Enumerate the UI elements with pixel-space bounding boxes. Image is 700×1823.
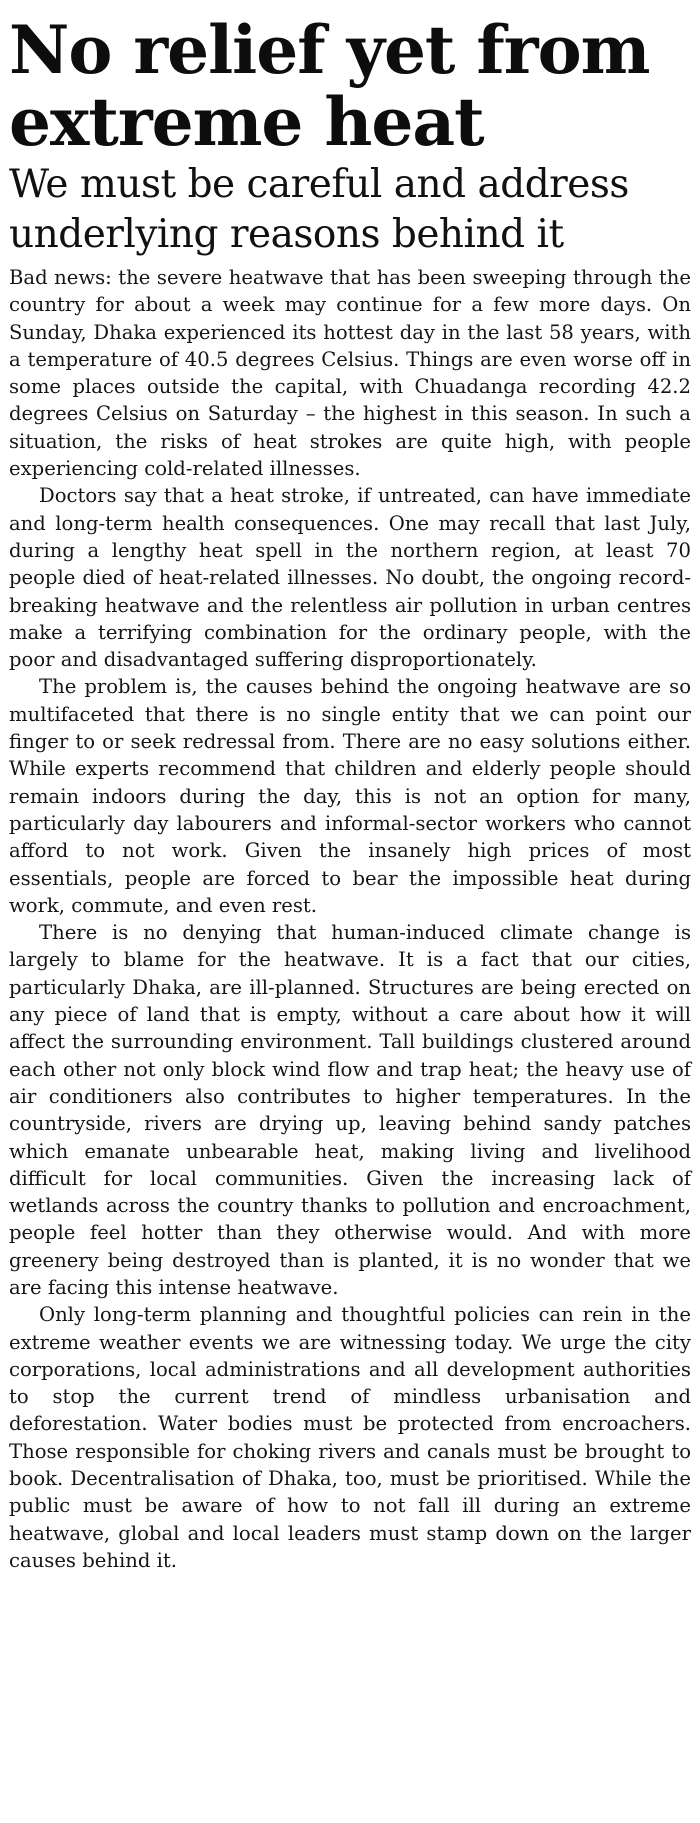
body-paragraph-2: Doctors say that a heat stroke, if untreated, can have immediate and long-term health consequences. One may recall that last July, during a lengthy heat spell in the northern region, at least 70 people died of heat-related illnesses. No doubt, the ongoing record-breaking heatwave and the relentless air pollution in urban centres make a terrifying combination for the ordinary people, with the poor and disadvantaged suffering disproportionately.: [9, 484, 691, 672]
headline: No relief yet from extreme heat: [9, 11, 650, 161]
body-paragraph-1: Bad news: the severe heatwave that has been sweeping through the country for about a week may continue for a few more days. On Sunday, Dhaka experienced its hottest day in the last 58 years, with a temperature of 40.5 degrees Celsius. Things are even worse off in some places outside the capital, with Chuadanga recording 42.2 degrees Celsius on Saturday – the highest in this season. In such a situation, the risks of heat strokes are quite high, with people experiencing cold-related illnesses.: [9, 266, 691, 481]
article-body: [9, 264, 691, 1574]
body-paragraph-5: Only long-term planning and thoughtful policies can rein in the extreme weather events we are witnessing today. We urge the city corporations, local administrations and all development authorities to stop the current trend of mindless urbanisation and deforestation. Water bodies must be protected from encroachers. Those responsible for choking rivers and canals must be brought to book. Decentralisation of Dhaka, too, must be prioritised. While the public must be aware of how to not fall ill during an extreme heatwave, global and local leaders must stamp down on the larger causes behind it.: [9, 1303, 691, 1572]
body-paragraph-4: There is no denying that human-induced climate change is largely to blame for the heatwave. It is a fact that our cities, particularly Dhaka, are ill-planned. Structures are being erected on any piece of land that is empty, without a care about how it will affect the surrounding environment. Tall buildings clustered around each other not only block wind flow and trap heat; the heavy use of air conditioners also contributes to higher temperatures. In the countryside, rivers are drying up, leaving behind sandy patches which emanate unbearable heat, making living and livelihood difficult for local communities. Given the increasing lack of wetlands across the country thanks to pollution and encroachment, people feel hotter than they otherwise would. And with more greenery being destroyed than is planted, it is no wonder that we are facing this intense heatwave.: [9, 921, 691, 1299]
body-paragraph-3: The problem is, the causes behind the ongoing heatwave are so multifaceted that there is no single entity that we can point our finger to or seek redressal from. There are no easy solutions either. While experts recommend that children and elderly people should remain indoors during the day, this is not an option for many, particularly day labourers and informal-sector workers who cannot afford to not work. Given the insanely high prices of most essentials, people are forced to bear the impossible heat during work, commute, and even rest.: [9, 675, 691, 917]
subheadline: We must be careful and address underlying reasons behind it: [9, 162, 629, 257]
